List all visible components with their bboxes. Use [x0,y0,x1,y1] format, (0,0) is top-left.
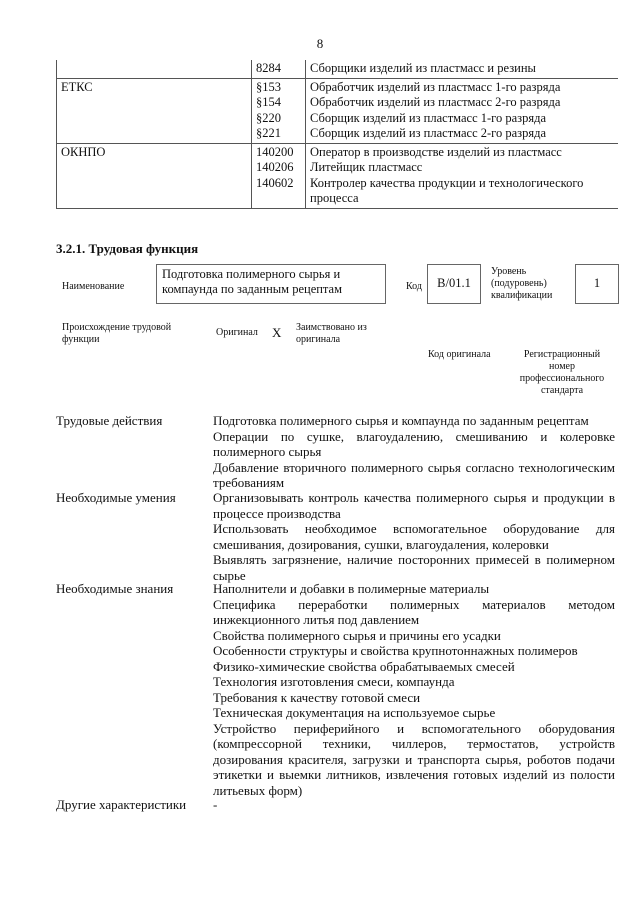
list-item: - [213,797,218,812]
label-labor-actions: Трудовые действия [56,413,163,428]
label-other: Другие характеристики [56,797,187,812]
borrowed-label: Заимствовано из оригинала [296,322,367,345]
name-line: Сборщик изделий из пластмасс 1-го разряда [310,110,546,125]
table-cell-name [306,143,619,208]
level-box [575,264,619,304]
name-line: Обработчик изделий из пластмасс 1-го разряда [310,79,561,94]
code-original-label: Код оригинала [428,349,491,360]
list-item: Использовать необходимое вспомогательное оборудование для смешивания, дозирования, сушки, влагоудаления, колеровки [213,521,615,552]
table-cell-code: 8284 [252,60,306,78]
table-row [57,143,619,208]
list-item: Специфика переработки полимерных материалов методом инжекционного литья под давлением [213,596,615,627]
name-line: Сборщик изделий из пластмасс 2-го разряда [310,126,546,140]
function-name: Подготовка полимерного сырья и компаунда по заданным рецептам [162,267,343,296]
other-list [213,797,615,813]
original-mark: X [272,325,282,340]
code-line: 140602 [256,175,294,190]
page-number: 8 [316,36,324,51]
table-cell-group: ОКНПО [57,143,252,208]
list-item: Организовывать контроль качества полимерного сырья и продукции в процессе производства [213,490,615,521]
code-label: Код [406,281,422,292]
code-line: §221 [256,126,281,140]
list-item: Выявлять загрязнение, наличие посторонних примесей в полимерном сырье [213,552,615,583]
function-title: 3.2.1. Трудовая функция [56,241,199,256]
table-cell-code [252,78,306,143]
code-line: §220 [256,110,281,125]
list-item: Техническая документация на используемое сырье [213,705,496,720]
origin-label: Происхождение трудовой функции [62,322,172,345]
list-item: Операции по сушке, влагоудалению, смешиванию и колеровке полимерного сырья [213,428,615,459]
table-row [57,60,619,78]
name-box [156,264,386,304]
name-line: Обработчик изделий из пластмасс 2-го разряда [310,95,561,109]
label-knowledge: Необходимые знания [56,581,174,596]
skills-list [213,490,615,583]
code-line: 140206 [256,160,294,174]
classification-table [56,60,618,209]
list-item: Свойства полимерного сырья и причины его усадки [213,627,501,643]
list-item: Подготовка полимерного сырья и компаунда по заданным рецептам [213,413,589,428]
code-line: §153 [256,79,281,94]
function-code: В/01.1 [437,276,471,290]
name-line: Оператор в производстве изделий из пластмасс [310,144,562,159]
labor-actions-list [213,413,615,491]
list-item: Физико-химические свойства обрабатываемых смесей [213,658,515,674]
code-box [427,264,481,304]
table-cell-code [252,143,306,208]
list-item: Устройство периферийного и вспомогательного оборудования (компрессорной техники, чиллеров, термостатов, устройств дозирования красителя, загрузки и транспорта сырья, роботов подачи этикетки и выемки литников, извлечения готовых изделий из полости литьевых форм) [213,720,615,798]
name-label: Наименование [62,281,125,292]
label-skills: Необходимые умения [56,490,176,505]
table-cell-group: ЕТКС [57,78,252,143]
table-row [57,78,619,143]
list-item: Особенности структуры и свойства крупнотоннажных полимеров [213,643,578,658]
code-line: 140200 [256,144,294,159]
name-line: Литейщик пластмасс [310,160,423,174]
list-item: Требования к качеству готовой смеси [213,689,421,705]
list-item: Технология изготовления смеси, компаунда [213,674,455,689]
list-item: Наполнители и добавки в полимерные материалы [213,581,490,596]
level-value: 1 [593,276,601,290]
code-line: §154 [256,95,281,109]
table-cell-name [306,78,619,143]
level-label: Уровень (подуровень) квалификации [491,266,553,301]
original-label: Оригинал [216,327,258,338]
knowledge-list [213,581,615,798]
list-item: Добавление вторичного полимерного сырья согласно технологическим требованиям [213,459,615,490]
table-cell-name: Сборщики изделий из пластмасс и резины [310,61,536,75]
reg-number-label: Регистрационный номер профессионального стандарта [519,349,605,396]
table-cell-group [57,60,252,78]
name-line: Контролер качества продукции и технологического процесса [310,175,584,205]
